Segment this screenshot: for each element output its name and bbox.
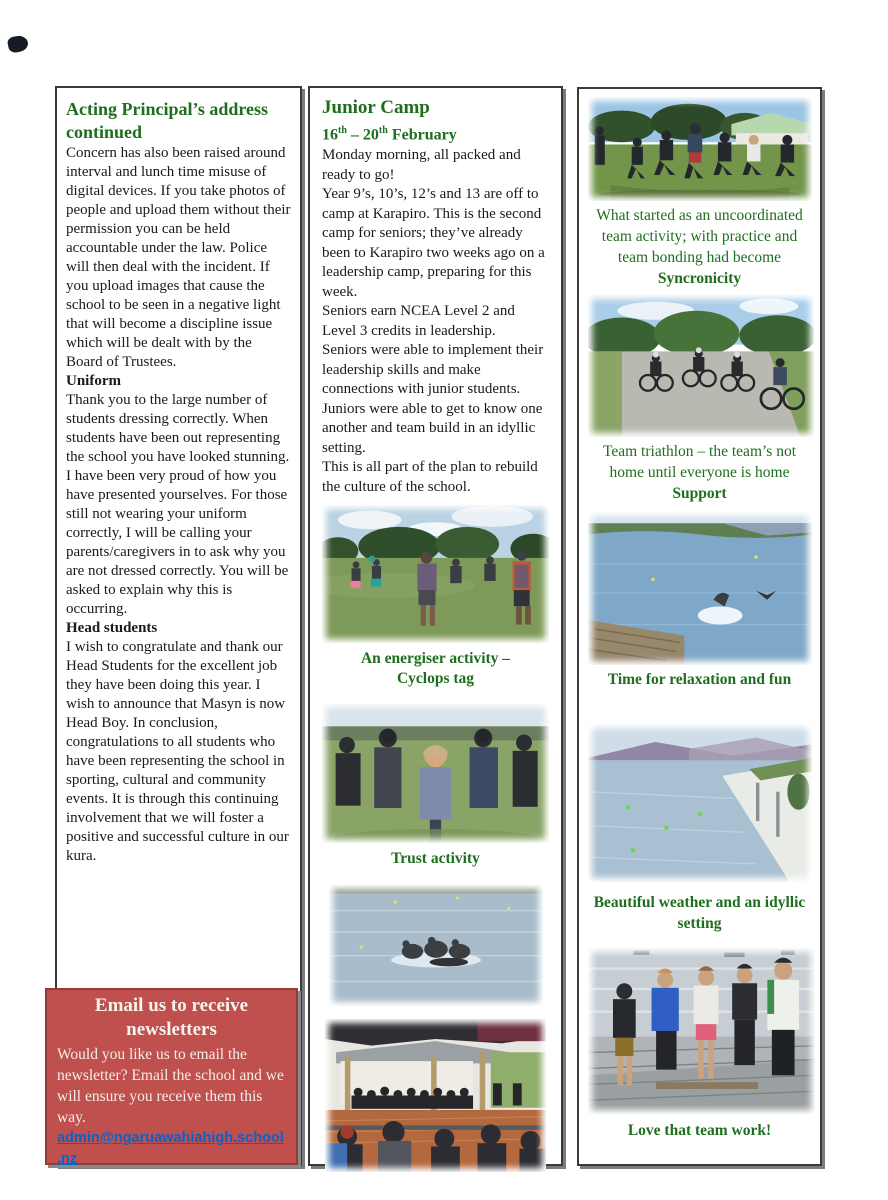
email-newsletter-box (45, 988, 298, 1165)
caption-syncronicity-text: What started as an uncoordinated team activity; with practice and team bonding had become (596, 207, 803, 266)
photo-lake-shore-art (588, 724, 812, 882)
photo-trust-activity (322, 703, 549, 843)
photo-boardwalk-walk (588, 948, 815, 1114)
left-column-heading: Acting Principal’s address continued (66, 99, 269, 142)
caption-relaxation (588, 669, 811, 690)
email-box-body: Would you like us to email the newsletter? Email the school and we will ensure you receive them this way. (57, 1046, 284, 1126)
caption-team-work-bold: Love that team work! (627, 1122, 772, 1139)
photo-team-jumping (588, 97, 812, 201)
date-day1: 16 (322, 126, 338, 144)
camp-paragraph: This is all part of the plan to rebuild the culture of the school. (322, 459, 538, 495)
head-students-subheading: Head students (66, 620, 158, 636)
caption-syncronicity-bold: Syncronicity (657, 270, 742, 287)
caption-support-text: Team triathlon – the team’s not home until everyone is home (602, 443, 797, 481)
photo-team-cycling-art (588, 295, 814, 437)
camp-paragraph: Seniors earn NCEA Level 2 and Level 3 credits in leadership. (322, 303, 515, 339)
caption-team-work (588, 1120, 811, 1141)
photo-lake-jump-art (588, 512, 812, 665)
photo-team-jumping-art (588, 97, 812, 201)
photo-camp-pavilion (325, 1019, 546, 1172)
camp-paragraph: Seniors were able to implement their leadership skills and make connections with junior students. (322, 342, 544, 398)
camp-paragraph: Juniors were able to get to know one another and team build in an idyllic setting. (322, 400, 543, 456)
date-month: February (387, 126, 457, 144)
left-paragraph-head-students: I wish to congratulate and thank our Head Students for the excellent job they have been doing this year. I wish to announce that Masyn is now Head Boy. In conclusion, congratulations to all students who have been representing the school in sporting, cultural and community events. It is through this continuing involvement that we will foster a positive and successful culture in our kura. (66, 639, 289, 864)
caption-beautiful-weather-bold: Beautiful weather and an idyllic setting (593, 894, 806, 932)
date-day2: 20 (362, 126, 379, 144)
photo-cyclops-tag (322, 505, 549, 643)
email-link[interactable]: admin@ngaruawahiahigh.school.nz (57, 1130, 284, 1167)
caption-beautiful-weather (588, 892, 811, 934)
camp-paragraph: Year 9’s, 10’s, 12’s and 13 are off to camp at Karapiro. This is the second camp for seniors; they’ve already been to Karapiro two weeks ago on a leadership camp, preparing for this week. (322, 186, 545, 300)
left-paragraph-uniform: Thank you to the large number of students dressing correctly. When students have been out representing the school you have looked stunning. I have been very proud of how you have presented yourselves. For those still not wearing your uniform correctly, I will be calling your parents/caregivers in to ask why you are not dressed correctly. You will be asked to explain why this is occurring. (66, 392, 290, 617)
caption-cyclops-tag: An energiser activity – Cyclops tag (360, 650, 511, 688)
photo-water-raft (329, 885, 543, 1006)
email-box-title: Email us to receive newsletters (94, 995, 249, 1040)
camp-paragraph: Monday morning, all packed and ready to go! (322, 147, 521, 183)
photo-water-raft-art (329, 885, 543, 1006)
photo-lake-jump (588, 512, 812, 665)
right-column (577, 87, 822, 1166)
left-paragraph-devices: Concern has also been raised around interval and lunch time misuse of digital devices. If you take photos of people and upload them without their permission you can be held accountable under the law. Police will then deal with the incident. If you upload images that cause the school to be seen in a negative light that will become a discipline issue which will be dealt with by the Board of Trustees. (66, 145, 291, 370)
ink-smudge (7, 34, 30, 54)
middle-column (308, 86, 563, 1166)
caption-support (588, 441, 811, 504)
photo-lake-shore (588, 724, 812, 882)
uniform-subheading: Uniform (66, 373, 121, 389)
caption-relaxation-bold: Time for relaxation and fun (607, 671, 792, 688)
caption-syncronicity (588, 205, 811, 289)
junior-camp-heading: Junior Camp (322, 97, 430, 118)
date-sup2: th (378, 125, 388, 136)
camp-dates (322, 120, 549, 146)
photo-trust-activity-art (322, 703, 549, 843)
photo-boardwalk-walk-art (588, 948, 815, 1114)
photo-camp-pavilion-art (325, 1019, 546, 1172)
photo-cyclops-tag-art (322, 505, 549, 643)
date-dash: – (346, 126, 363, 144)
photo-team-cycling (588, 295, 814, 437)
caption-trust-activity: Trust activity (391, 850, 480, 868)
date-sup1: th (338, 125, 347, 136)
caption-support-bold: Support (672, 485, 727, 502)
